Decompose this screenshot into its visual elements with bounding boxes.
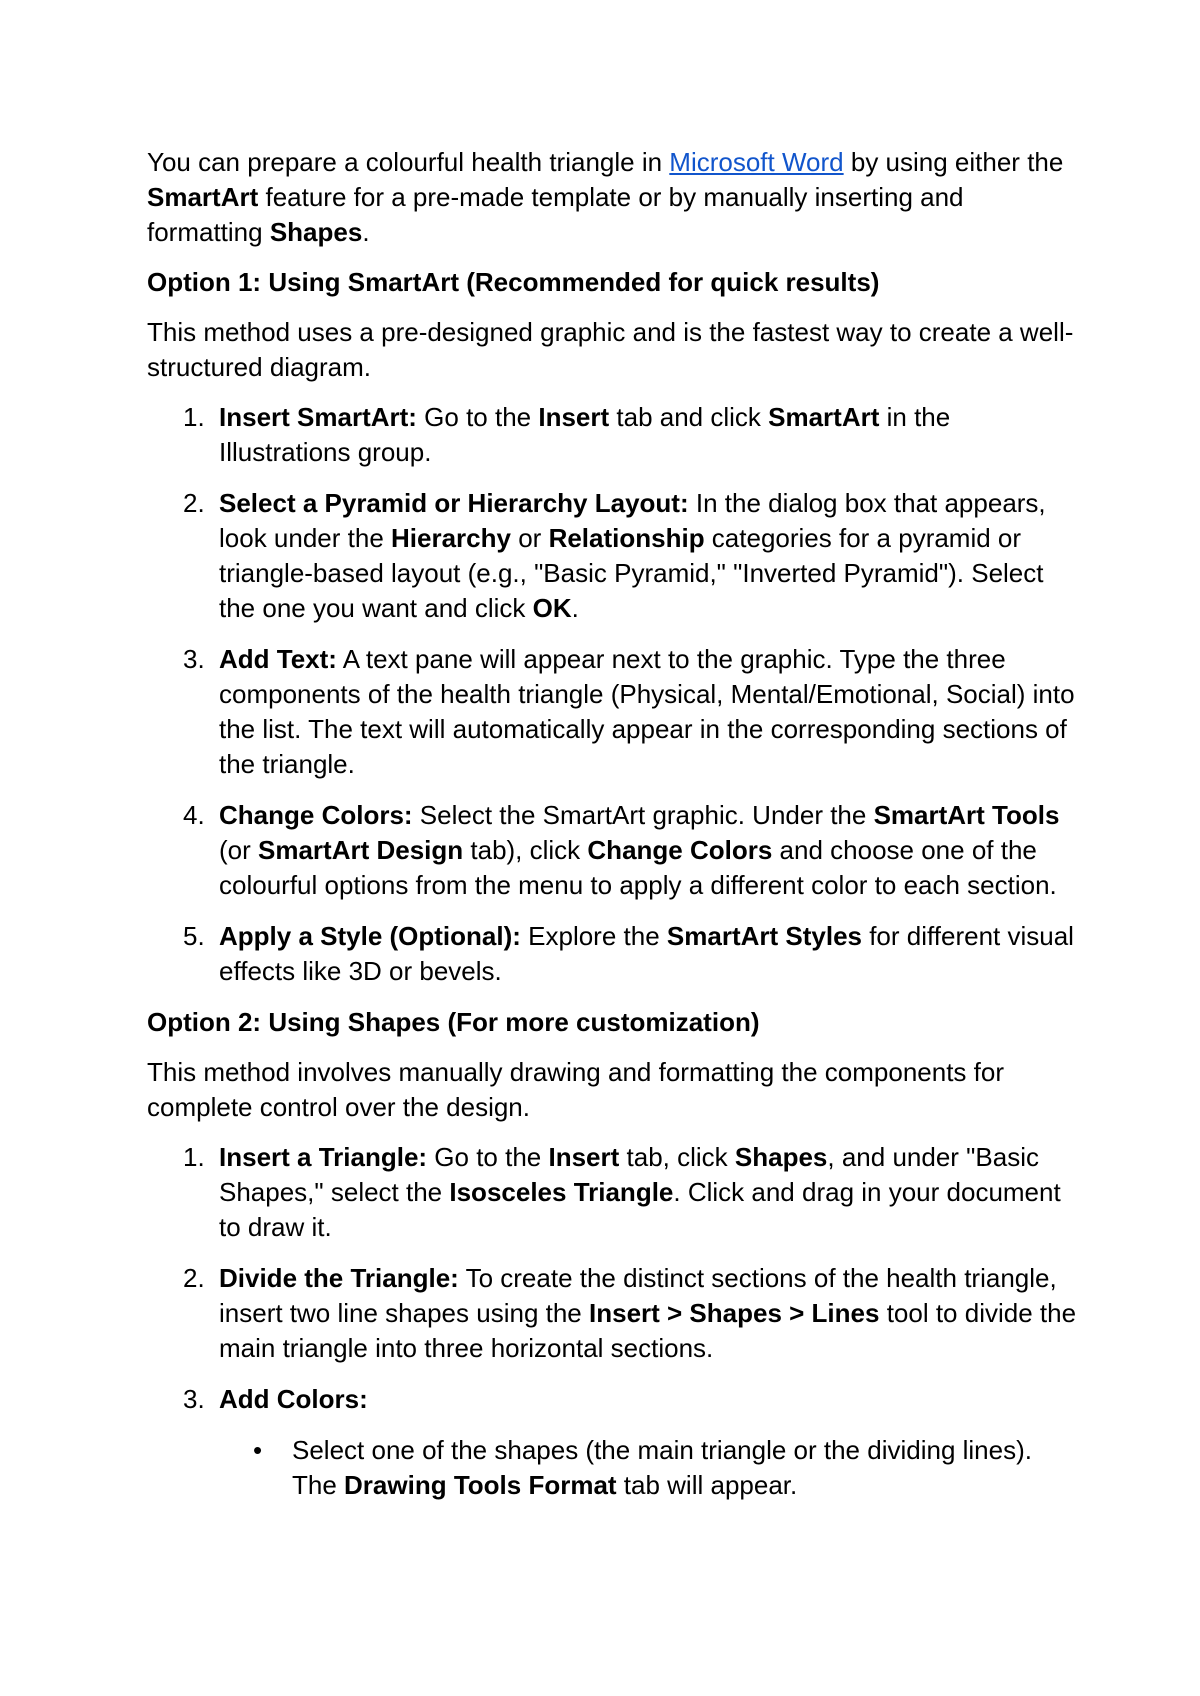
step-bold: Insert (538, 402, 610, 432)
bullet-icon: • (253, 1435, 263, 1465)
list-number: 5. (183, 921, 205, 951)
step-bold: SmartArt (768, 402, 880, 432)
step-text: . Click and drag in your document to draw it. (219, 1177, 1061, 1242)
step-bold: SmartArt Styles (666, 921, 862, 951)
step-bold: Isosceles Triangle (449, 1177, 674, 1207)
option1-heading: Option 1: Using SmartArt (Recommended for quick results) (147, 267, 880, 297)
step-text: To create the distinct sections of the health triangle, insert two line shapes using the (219, 1263, 1057, 1328)
step-bold: Insert (548, 1142, 620, 1172)
step-text: Go to the (416, 402, 539, 432)
step-text: and choose one of the colourful options from the menu to apply a different color to each section. (219, 835, 1057, 900)
intro-text: by using either the (843, 147, 1064, 177)
list-number: 2. (183, 488, 205, 518)
step-title: Insert SmartArt: (219, 402, 417, 432)
list-item (147, 1382, 1077, 1503)
step-title: Apply a Style (Optional): (219, 921, 521, 951)
step-bold: OK (532, 593, 572, 623)
bullet-text: Select one of the shapes (the main triangle or the dividing lines). The (292, 1435, 1032, 1500)
list-item (147, 798, 1077, 903)
step-text: or (510, 523, 549, 553)
intro-paragraph (147, 145, 1077, 250)
step-bold: Change Colors (587, 835, 773, 865)
step-text: Select the SmartArt graphic. Under the (412, 800, 874, 830)
step-title: Insert a Triangle: (219, 1142, 428, 1172)
step-text: In the dialog box that appears, look under the (219, 488, 1046, 553)
step-text: (or (219, 835, 258, 865)
step-text: categories for a pyramid or triangle-based layout (e.g., "Basic Pyramid," "Inverted Pyramid"). Select the one you want and click (219, 523, 1044, 623)
list-number: 1. (183, 1142, 205, 1172)
step-title: Change Colors: (219, 800, 413, 830)
list-item (147, 1140, 1077, 1245)
step-text: Explore the (520, 921, 667, 951)
list-number: 1. (183, 402, 205, 432)
step-bold: SmartArt Design (258, 835, 464, 865)
list-item (147, 486, 1077, 626)
option2-heading: Option 2: Using Shapes (For more customization) (147, 1007, 760, 1037)
shapes-bold: Shapes (269, 217, 363, 247)
option1-description: This method uses a pre-designed graphic and is the fastest way to create a well-structured diagram. (147, 317, 1074, 382)
smartart-bold: SmartArt (147, 182, 259, 212)
option2-description: This method involves manually drawing and formatting the components for complete control over the design. (147, 1057, 1004, 1122)
list-item (147, 400, 1077, 470)
step-title: Add Colors: (219, 1384, 368, 1414)
step-text: Go to the (427, 1142, 549, 1172)
step-bold: Insert > Shapes > Lines (589, 1298, 880, 1328)
step-text: for different visual effects like 3D or bevels. (219, 921, 1074, 986)
sub-bullet-list (219, 1433, 1077, 1503)
option1-steps-list (147, 400, 1077, 989)
step-text: in the Illustrations group. (219, 402, 951, 467)
intro-text: feature for a pre-made template or by manually inserting and formatting (147, 182, 964, 247)
step-bold: Hierarchy (391, 523, 511, 553)
list-item (147, 1261, 1077, 1366)
bullet-text: tab will appear. (616, 1470, 798, 1500)
intro-text: You can prepare a colourful health triangle in (147, 147, 670, 177)
intro-text: . (362, 217, 370, 247)
step-bold: Shapes (734, 1142, 828, 1172)
step-text: , and under "Basic Shapes," select the (219, 1142, 1039, 1207)
option2-steps-list (147, 1140, 1077, 1503)
step-bold: Relationship (548, 523, 705, 553)
step-text: A text pane will appear next to the graphic. Type the three components of the health triangle (Physical, Mental/Emotional, Social) into the list. The text will automatically appear in the corresponding sections of the triangle. (219, 644, 1075, 779)
step-text: tab), click (463, 835, 588, 865)
step-text: tab and click (609, 402, 769, 432)
list-number: 3. (183, 644, 205, 674)
list-number: 3. (183, 1384, 205, 1414)
list-number: 4. (183, 800, 205, 830)
step-title: Add Text: (219, 644, 337, 674)
list-item (147, 1433, 1077, 1503)
step-text: . (571, 593, 579, 623)
step-title: Select a Pyramid or Hierarchy Layout: (219, 488, 689, 518)
step-bold: Drawing Tools Format (344, 1470, 617, 1500)
step-bold: SmartArt Tools (873, 800, 1060, 830)
list-item (147, 919, 1077, 989)
microsoft-word-link[interactable]: Microsoft Word (669, 147, 844, 177)
document-page (147, 145, 1077, 1519)
step-title: Divide the Triangle: (219, 1263, 459, 1293)
list-number: 2. (183, 1263, 205, 1293)
step-text: tab, click (619, 1142, 735, 1172)
step-text: tool to divide the main triangle into three horizontal sections. (219, 1298, 1077, 1363)
list-item (147, 642, 1077, 782)
